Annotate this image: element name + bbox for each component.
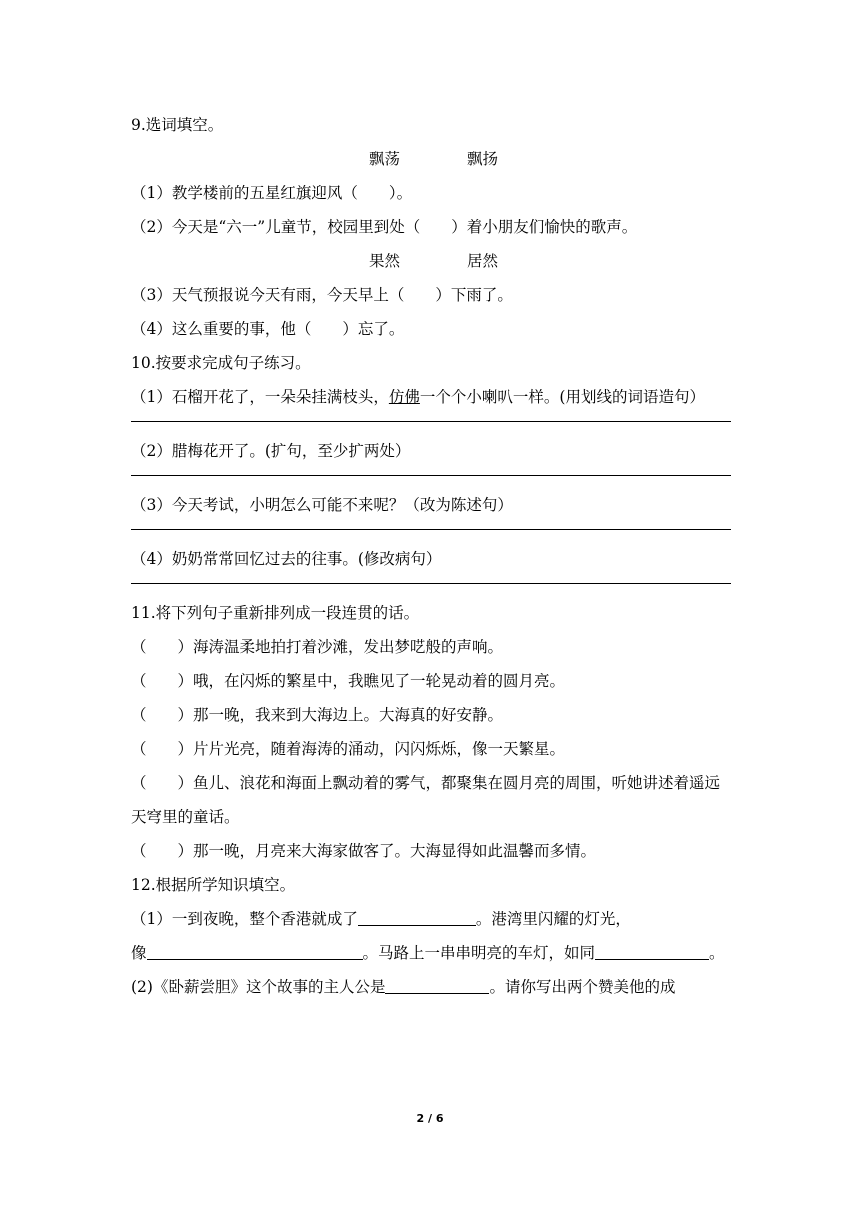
q12-title: 12.根据所学知识填空。 <box>131 876 296 894</box>
q9-title: 9.选词填空。 <box>131 116 224 134</box>
q12-text: （1）一到夜晚，整个香港就成了 <box>131 910 358 928</box>
q11-item: （ ）哦，在闪烁的繁星中，我瞧见了一轮晃动着的圆月亮。 <box>131 672 566 690</box>
q11-title: 11.将下列句子重新排列成一段连贯的话。 <box>131 604 420 622</box>
q12-sentence-1a <box>131 902 731 936</box>
q10-sentence-2: （2）腊梅花开了。(扩句，至少扩两处） <box>131 442 411 460</box>
fill-blank[interactable] <box>358 909 476 926</box>
answer-line[interactable] <box>131 474 731 476</box>
q11-item: （ ）那一晚，月亮来大海家做客了。大海显得如此温馨而多情。 <box>131 842 597 860</box>
q12-text: 。 <box>709 944 725 962</box>
underlined-word: 仿佛 <box>388 388 420 406</box>
answer-line[interactable] <box>131 528 731 530</box>
q12-sentence-2 <box>131 970 731 1004</box>
q9-sentence-2: （2）今天是“六一”儿童节，校园里到处（ ）着小朋友们愉快的歌声。 <box>131 218 638 236</box>
page-number: 2 / 6 <box>416 1112 444 1125</box>
q11-item: （ ）那一晚，我来到大海边上。大海真的好安静。 <box>131 706 504 724</box>
q9-sentence-1: （1）教学楼前的五星红旗迎风（ ）。 <box>131 184 413 202</box>
q11-item: （ ）片片光亮，随着海涛的涌动，闪闪烁烁，像一天繁星。 <box>131 740 566 758</box>
word-option: 飘扬 <box>466 150 498 168</box>
q12-text: 像 <box>131 944 147 962</box>
answer-line[interactable] <box>131 582 731 584</box>
q10-s1-instruction: 一个个小喇叭一样。(用划线的词语造句） <box>419 388 705 406</box>
fill-blank[interactable] <box>147 943 363 960</box>
fill-blank[interactable] <box>385 977 489 994</box>
q10-s1-text: （1）石榴开花了，一朵朵挂满枝头， <box>131 388 389 406</box>
word-option: 果然 <box>369 252 401 270</box>
q12-text: 。马路上一串串明亮的车灯，如同 <box>362 944 596 962</box>
q11-item: （ ）海涛温柔地拍打着沙滩，发出梦呓般的声响。 <box>131 638 504 656</box>
q9-word-options-2 <box>131 244 731 278</box>
fill-blank[interactable] <box>595 943 709 960</box>
q9-word-options-1 <box>131 142 731 176</box>
word-option: 飘荡 <box>369 150 401 168</box>
q10-sentence-1 <box>131 380 731 414</box>
q12-sentence-1b <box>131 936 731 970</box>
q12-text: (2)《卧薪尝胆》这个故事的主人公是 <box>131 978 386 996</box>
worksheet-content <box>131 108 731 1004</box>
q10-title: 10.按要求完成句子练习。 <box>131 354 311 372</box>
q12-text: 。港湾里闪耀的灯光， <box>475 910 631 928</box>
q9-sentence-4: （4）这么重要的事，他（ ）忘了。 <box>131 320 405 338</box>
q11-item: （ ）鱼儿、浪花和海面上飘动着的雾气，都聚集在圆月亮的周围，听她讲述着遥远天穹里的童话。 <box>131 774 721 826</box>
q10-sentence-3: （3）今天考试，小明怎么可能不来呢？（改为陈述句） <box>131 496 513 514</box>
q9-sentence-3: （3）天气预报说今天有雨，今天早上（ ）下雨了。 <box>131 286 513 304</box>
answer-line[interactable] <box>131 420 731 422</box>
q12-text: 。请你写出两个赞美他的成 <box>489 978 676 996</box>
word-option: 居然 <box>466 252 498 270</box>
q10-sentence-4: （4）奶奶常常回忆过去的往事。(修改病句） <box>131 550 442 568</box>
